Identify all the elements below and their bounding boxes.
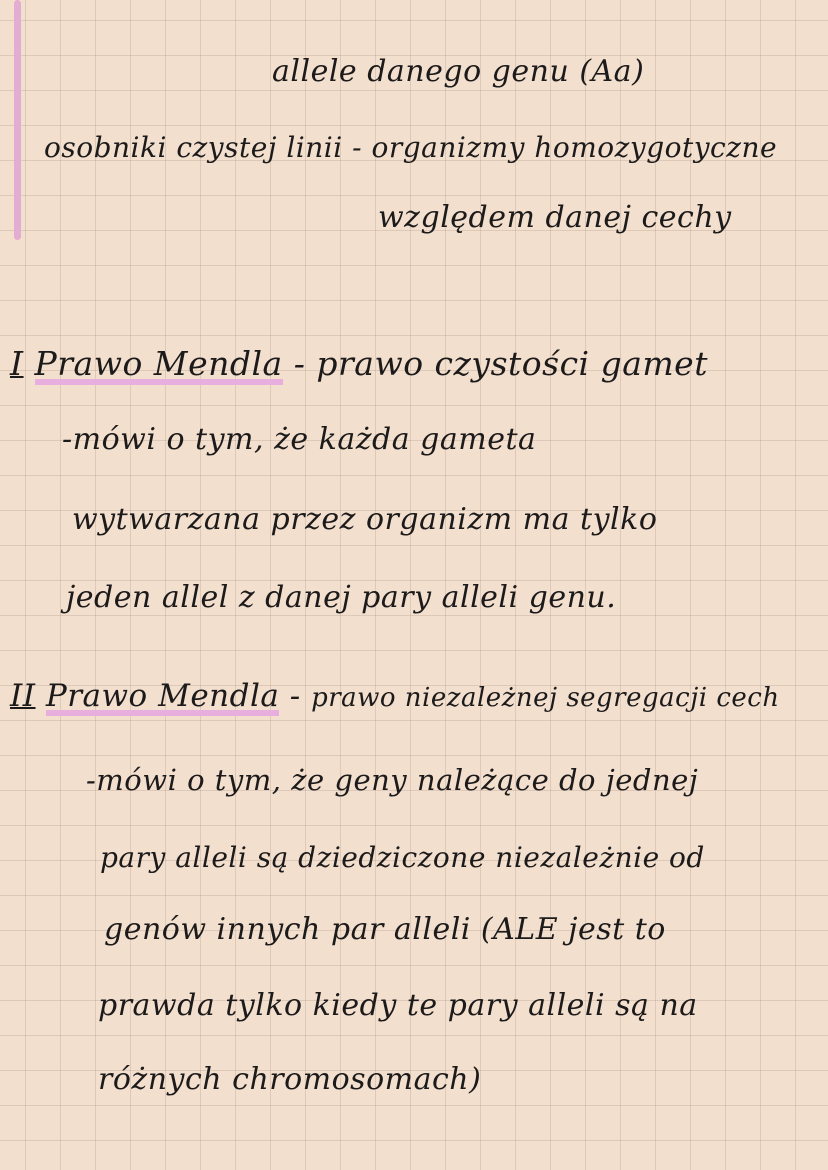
law2-numeral: II	[10, 678, 36, 714]
law1-line-1: -mówi o tym, że każda gameta	[62, 422, 537, 457]
pure-line-definition-continuation: względem danej cechy	[378, 200, 732, 235]
law2-line-2: pary alleli są dziedziczone niezależnie od	[100, 841, 705, 874]
law2-line-4: prawda tylko kiedy te pary alleli są na	[98, 988, 698, 1023]
law1-line-2: wytwarzana przez organizm ma tylko	[72, 502, 658, 537]
law1-name: Prawo Mendla	[34, 344, 283, 383]
law1-numeral: I	[10, 344, 24, 383]
law1-line-3: jeden allel z danej pary alleli genu.	[66, 580, 617, 615]
law2-line-1: -mówi o tym, że geny należące do jednej	[86, 763, 699, 797]
law2-line-5: różnych chromosomach)	[98, 1062, 482, 1097]
law2-heading	[10, 676, 780, 718]
margin-highlight-bar	[14, 0, 21, 240]
law2-dash: -	[279, 678, 312, 714]
law2-subtitle: prawo niezależnej segregacji cech	[311, 683, 780, 713]
pure-line-definition-line: osobniki czystej linii - organizmy homozygotyczne	[44, 131, 778, 164]
law1-subtitle: prawo czystości gamet	[316, 344, 708, 383]
law1-heading	[10, 344, 708, 384]
law2-name: Prawo Mendla	[45, 678, 280, 714]
law1-dash: -	[282, 344, 317, 383]
law2-line-3: genów innych par alleli (ALE jest to	[104, 912, 666, 947]
heterozygote-definition-line: allele danego genu (Aa)	[272, 54, 645, 89]
